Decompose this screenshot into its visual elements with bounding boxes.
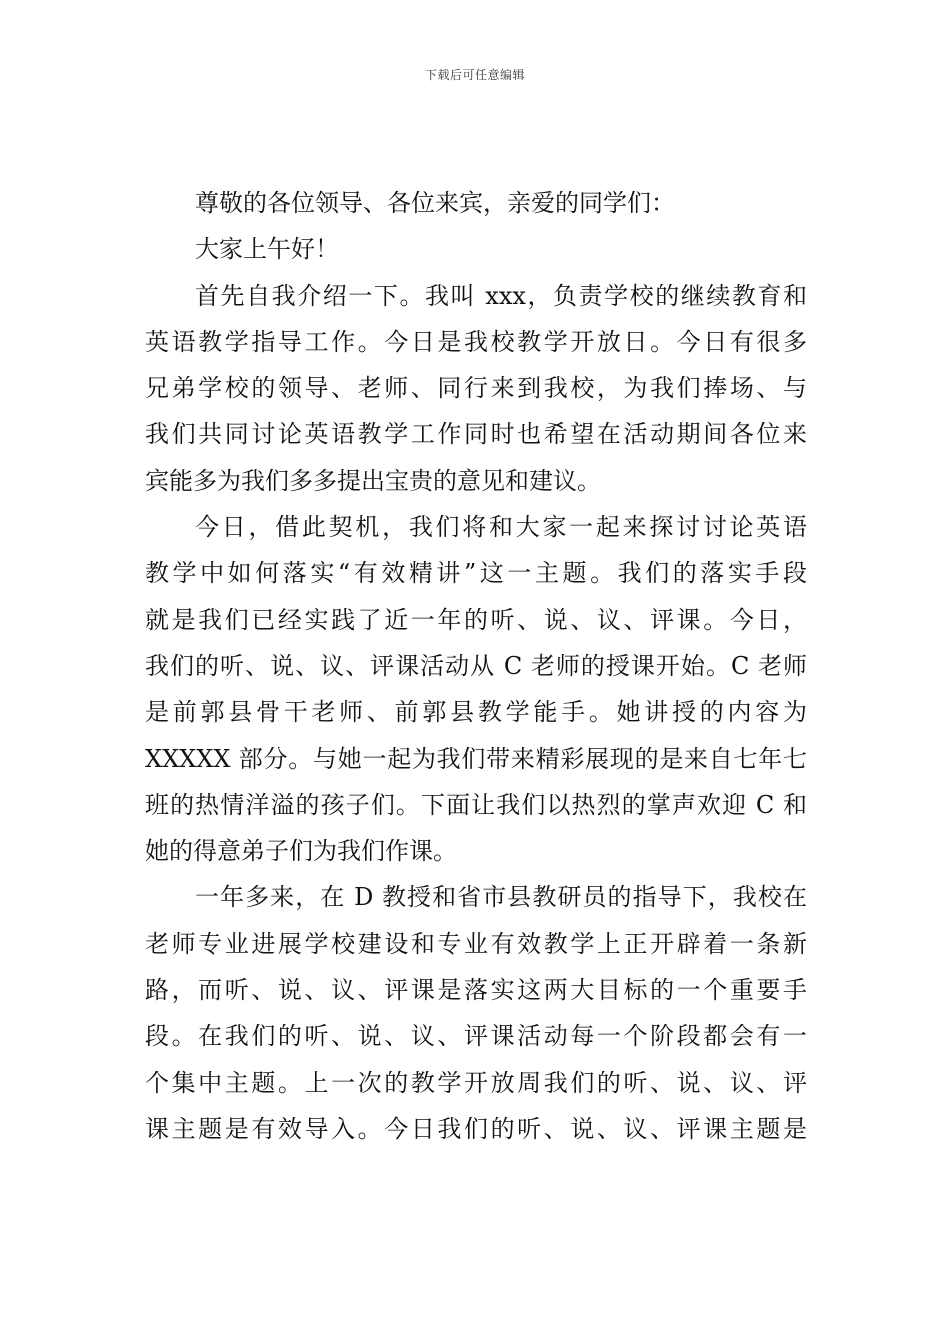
text-line: 我们的听、说、议、评课活动从 C 老师的授课开始。C 老师	[145, 651, 807, 680]
text-line: 是前郭县骨干老师、前郭县教学能手。她讲授的内容为	[145, 698, 807, 727]
text-line: 就是我们已经实践了近一年的听、说、议、评课。今日，	[145, 605, 807, 634]
text-line: 大家上午好！	[195, 235, 339, 264]
text-line: 教学中如何落实“有效精讲”这一主题。我们的落实手段	[145, 559, 807, 588]
text-line: 班的热情洋溢的孩子们。下面让我们以热烈的掌声欢迎 C 和	[145, 790, 807, 819]
text-line: 今日，借此契机，我们将和大家一起来探讨讨论英语	[195, 513, 807, 542]
text-line: 我们共同讨论英语教学工作同时也希望在活动期间各位来	[145, 420, 807, 449]
text-line: 尊敬的各位领导、各位来宾，亲爱的同学们：	[195, 189, 675, 217]
text-line: 首先自我介绍一下。我叫 xxx，负责学校的继续教育和	[195, 281, 807, 310]
text-line: XXXXX 部分。与她一起为我们带来精彩展现的是来自七年七	[145, 744, 807, 773]
text-line: 她的得意弟子们为我们作课。	[145, 837, 457, 866]
text-line: 段。在我们的听、说、议、评课活动每一个阶段都会有一	[145, 1022, 807, 1051]
text-line: 路，而听、说、议、评课是落实这两大目标的一个重要手	[145, 976, 807, 1005]
text-line: 一年多来，在 D 教授和省市县教研员的指导下，我校在	[195, 883, 807, 912]
text-line: 宾能多为我们多多提出宝贵的意见和建议。	[145, 466, 601, 495]
document-body	[145, 180, 807, 1152]
text-line: 英语教学指导工作。今日是我校教学开放日。今日有很多	[145, 327, 807, 356]
page-header: 下载后可任意编辑	[424, 68, 525, 82]
text-line: 个集中主题。上一次的教学开放周我们的听、说、议、评	[145, 1068, 807, 1097]
text-line: 兄弟学校的领导、老师、同行来到我校，为我们捧场、与	[145, 374, 807, 403]
text-line: 课主题是有效导入。今日我们的听、说、议、评课主题是	[145, 1114, 807, 1143]
text-line: 老师专业进展学校建设和专业有效教学上正开辟着一条新	[145, 929, 807, 958]
